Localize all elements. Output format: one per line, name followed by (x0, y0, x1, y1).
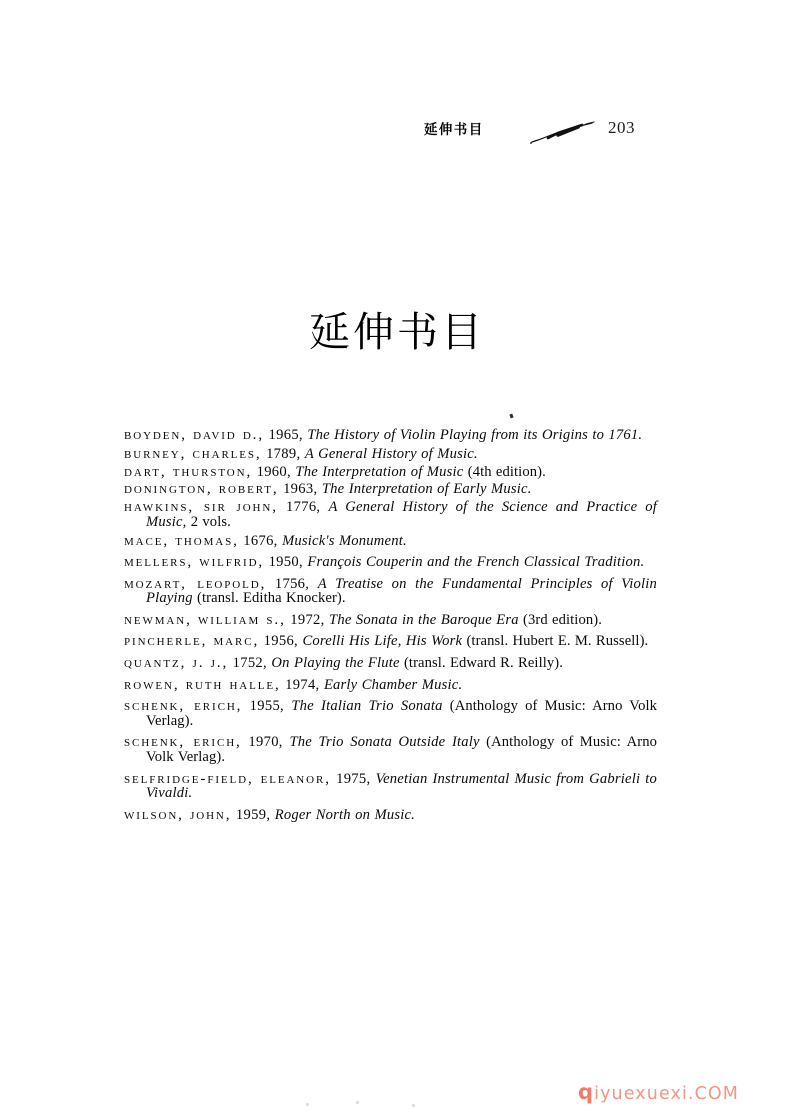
entry-title: The History of Violin Playing from its Origins to 1761. (307, 427, 643, 443)
entry-title: Roger North on Music. (274, 806, 415, 823)
entry-note: (Anthology of Music: Arno Volk Verlag). (146, 698, 658, 729)
entry-title: The Interpretation of Music (295, 463, 464, 480)
entry-author: selfridge-field, eleanor, (124, 769, 331, 787)
flourish-ornament-icon (528, 120, 606, 146)
bibliography-entry (124, 655, 657, 671)
entry-year: 1752, (228, 655, 272, 672)
entry-title: Musick's Monument. (282, 532, 407, 549)
running-head (0, 118, 794, 148)
entry-title: On Playing the Flute (271, 655, 400, 672)
bibliography-entry (124, 807, 657, 823)
bibliography-entry (124, 554, 657, 570)
entry-author: schenk, erich, (124, 697, 243, 715)
entry-title: The Sonata in the Baroque Era (329, 611, 519, 628)
entry-note: 2 vols. (186, 513, 231, 530)
entry-year: 1756, (266, 575, 318, 592)
entry-author: boyden, david d., (124, 426, 265, 443)
bibliography-entry (124, 481, 657, 497)
entry-author: mace, thomas, (124, 531, 239, 549)
bibliography-entry (124, 499, 657, 529)
entry-year: 1974, (280, 676, 324, 693)
watermark-text: iyuexuexi.COM (594, 1084, 739, 1104)
bibliography-list (124, 427, 657, 826)
page-title: 延伸书目 (309, 308, 485, 357)
entry-year: 1960, (252, 463, 296, 480)
entry-note: (transl. Hubert E. M. Russell). (462, 633, 649, 650)
entry-note: (transl. Edward R. Reilly). (399, 655, 563, 672)
entry-author: dart, thurston, (124, 462, 253, 480)
entry-year: 1975, (330, 770, 376, 787)
entry-author: quantz, j. j., (124, 654, 229, 672)
entry-author: wilson, john, (124, 805, 232, 823)
entry-title: Corelli His Life, His Work (302, 633, 463, 650)
entry-year: 1950, (264, 554, 308, 571)
entry-note: (3rd edition). (518, 611, 602, 628)
bibliography-entry (124, 533, 657, 549)
entry-author: donington, robert, (124, 480, 279, 498)
watermark-initial: q (578, 1080, 595, 1104)
entry-author: mozart, leopold, (124, 574, 267, 592)
bibliography-entry (124, 427, 657, 443)
bibliography-entry (124, 576, 657, 606)
bibliography-entry (124, 464, 657, 480)
entry-year: 1789, (261, 445, 305, 462)
bibliography-entry (124, 771, 657, 801)
entry-year: 1963, (278, 481, 322, 498)
entry-title: A General History of Music. (304, 445, 478, 462)
page-number: 203 (608, 118, 635, 137)
entry-title: The Trio Sonata Outside Italy (289, 734, 480, 751)
entry-title: François Couperin and the French Classical Tradition. (307, 554, 645, 571)
bibliography-entry (124, 677, 657, 693)
entry-author: hawkins, sir john, (124, 498, 278, 516)
entry-year: 1955, (242, 698, 292, 715)
entry-author: pincherle, marc, (124, 632, 260, 650)
entry-note: (4th edition). (463, 463, 546, 480)
bibliography-entry (124, 698, 657, 728)
entry-year: 1970, (241, 734, 290, 751)
entry-year: 1776, (277, 499, 329, 516)
entry-author: schenk, erich, (124, 733, 242, 751)
entry-title: Early Chamber Music. (323, 676, 463, 693)
entry-author: rowen, ruth halle, (124, 675, 281, 693)
entry-author: newman, william s., (124, 610, 286, 628)
entry-title: A Treatise on the Fundamental Principles of Violin Playing (146, 575, 657, 607)
entry-year: 1956, (259, 633, 303, 650)
bibliography-entry (124, 446, 657, 462)
bibliography-entry (124, 633, 657, 649)
scan-artifact-speck (509, 414, 513, 419)
running-head-chapter-title: 延伸书目 (424, 122, 484, 138)
entry-title: A General History of the Science and Practice of Music, (146, 499, 657, 530)
entry-author: mellers, wilfrid, (124, 553, 265, 571)
entry-year: 1965, (264, 427, 308, 443)
entry-note: (transl. Editha Knocker). (192, 590, 346, 607)
site-watermark (578, 1080, 739, 1104)
entry-year: 1676, (238, 532, 283, 549)
entry-note: (Anthology of Music: Arno Volk Verlag). (146, 734, 657, 766)
bibliography-entry (124, 734, 657, 764)
entry-year: 1972, (285, 611, 330, 628)
entry-author: burney, charles, (124, 444, 262, 462)
entry-title: Venetian Instrumental Music from Gabrieli to Vivaldi. (146, 770, 658, 802)
entry-title: The Interpretation of Early Music. (321, 481, 532, 498)
entry-year: 1959, (231, 806, 275, 823)
bibliography-entry (124, 612, 657, 628)
entry-title: The Italian Trio Sonata (291, 698, 443, 715)
